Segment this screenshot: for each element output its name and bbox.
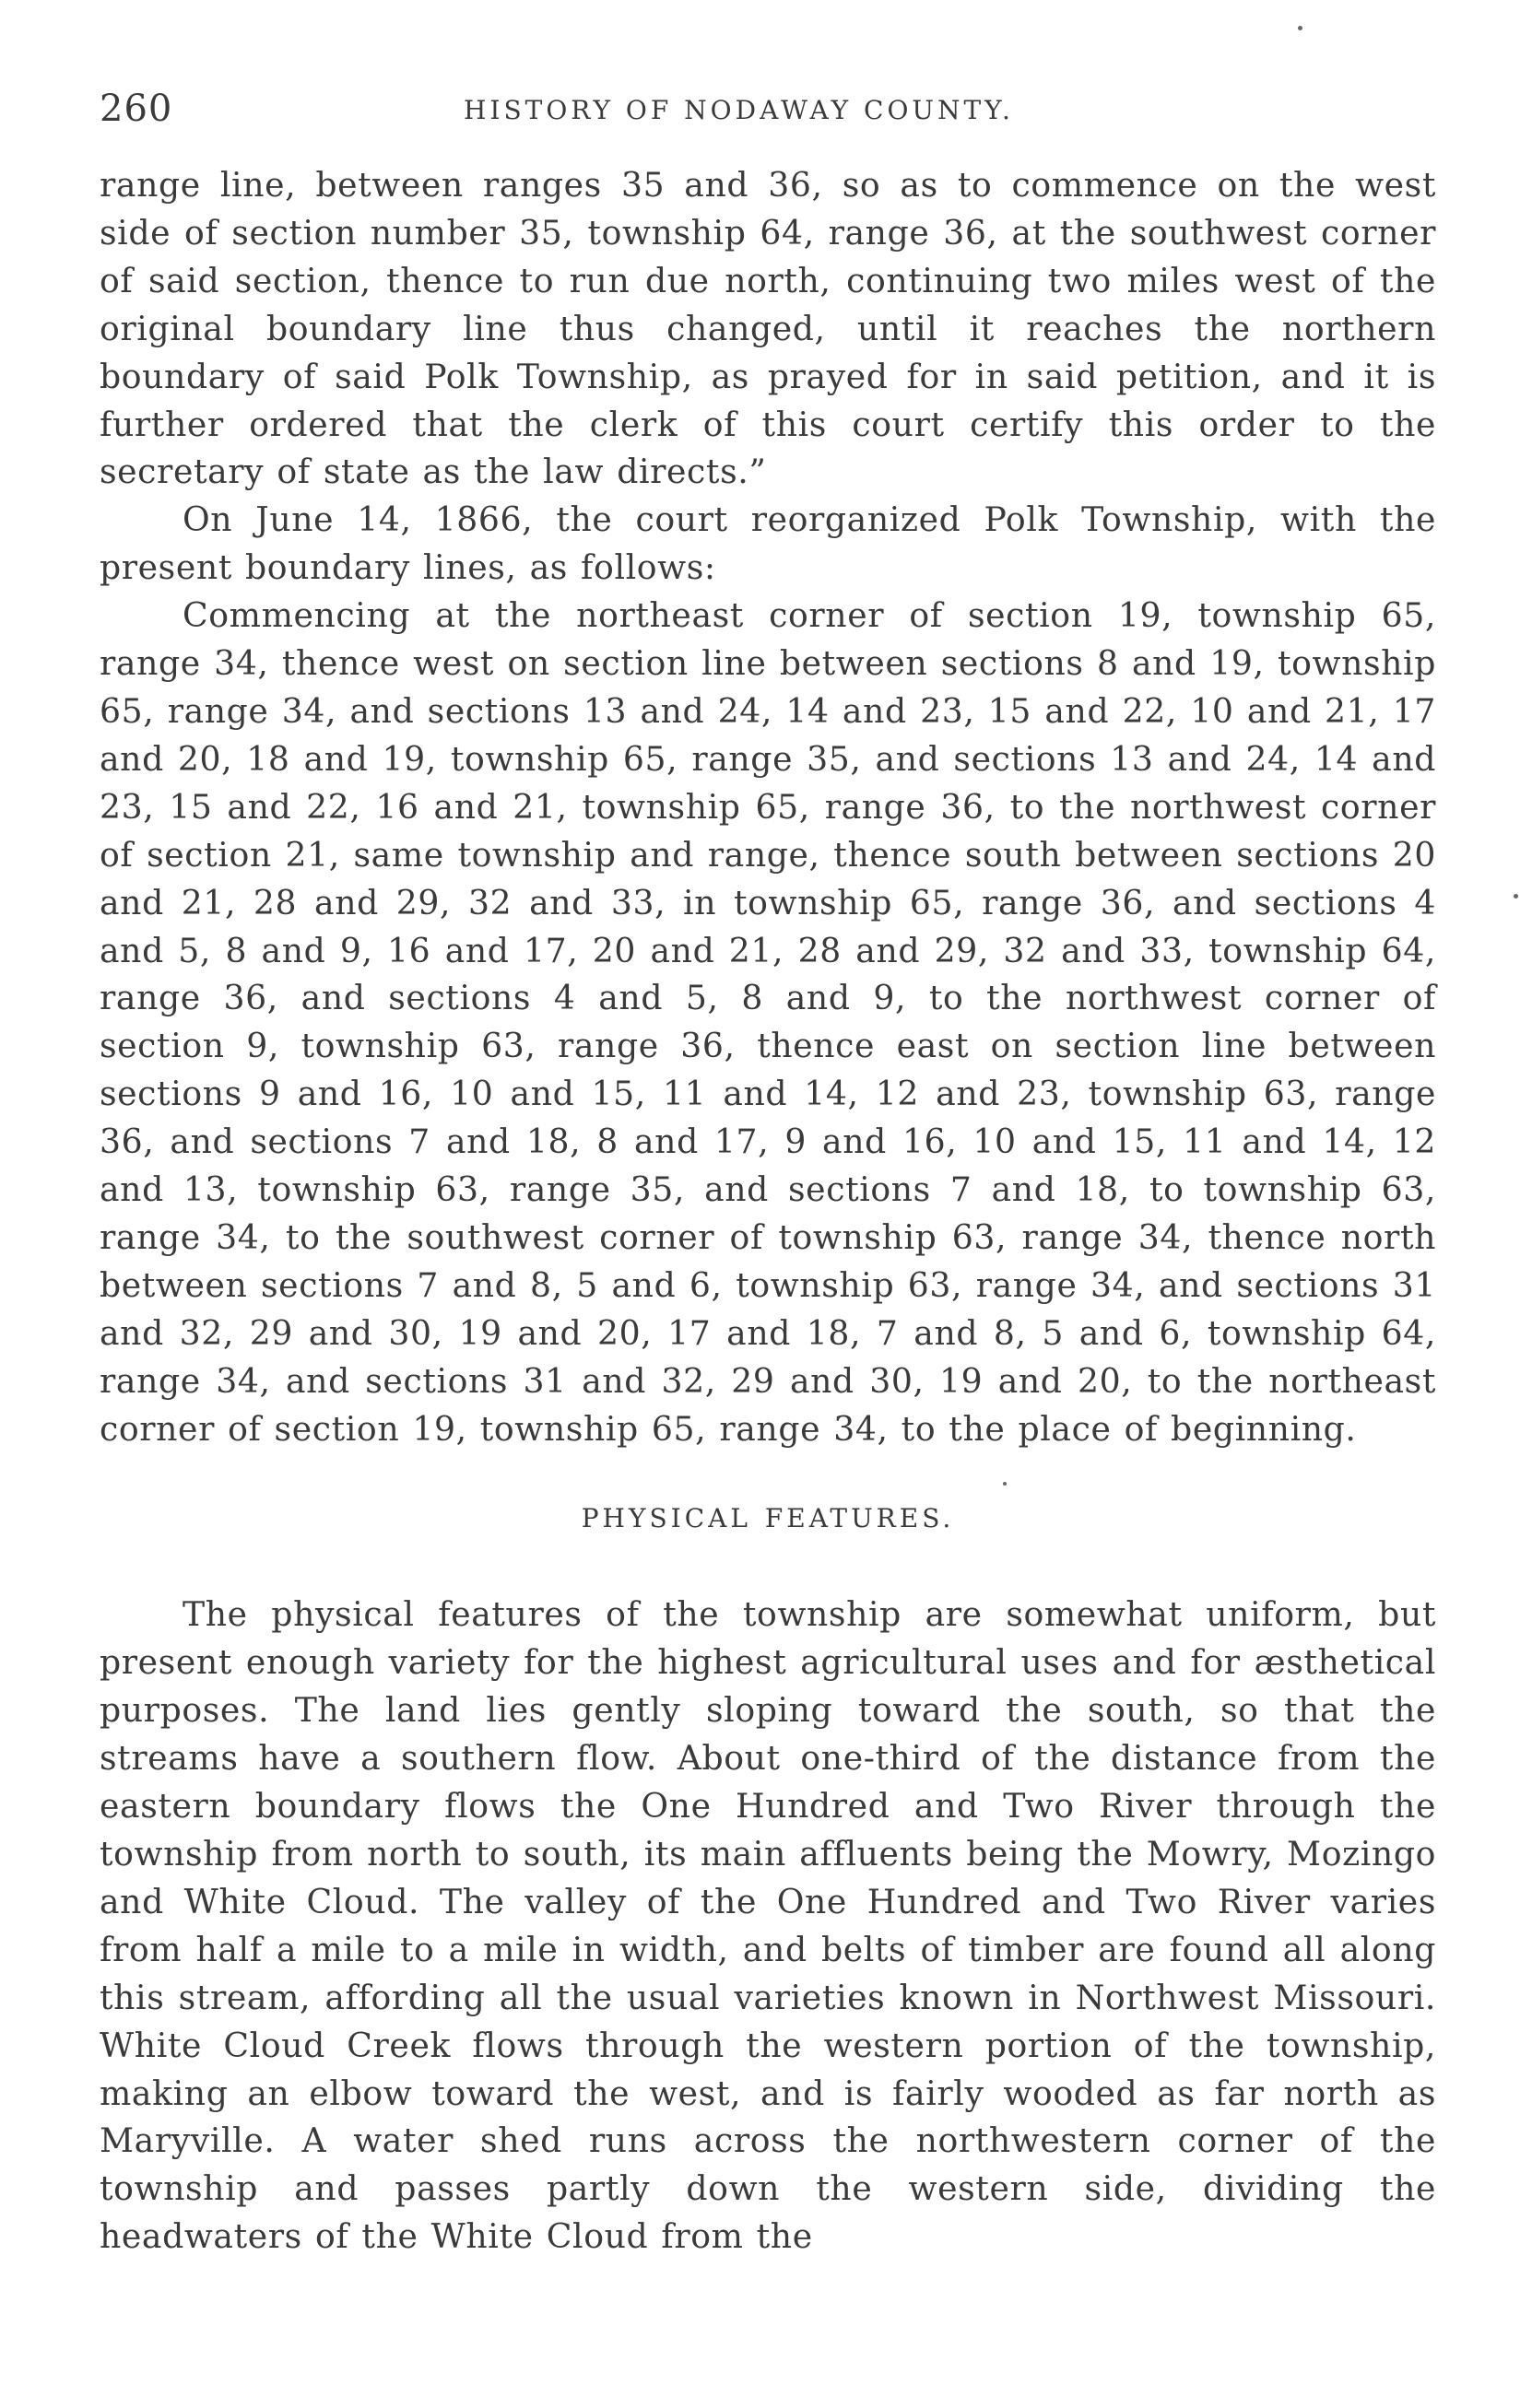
margin-speck-right [1514, 894, 1518, 899]
paragraph-boundary-description: Commencing at the northeast corner of section 19, township 65, range 34, thence west on section line between sections 8 and 19, township 65, range 34, and sections 13 and 24, 14 and 23, 15 and 22, 10 and 21, 17 and 20, 18 and 19, township 65, range 35, and sections 13 and 24, 14 and 23, 15 and 22, 16 and 21, township 65, range 36, to the northwest corner of section 21, same township and range, thence south between sections 20 and 21, 28 and 29, 32 and 33, in township 65, range 36, and sections 4 and 5, 8 and 9, 16 and 17, 20 and 21, 28 and 29, 32 and 33, township 64, range 36, and sections 4 and 5, 8 and 9, to the northwest corner of section 9, township 63, range 36, thence east on section line between sections 9 and 16, 10 and 15, 11 and 14, 12 and 23, township 63, range 36, and sections 7 and 18, 8 and 17, 9 and 16, 10 and 15, 11 and 14, 12 and 13, township 63, range 35, and sections 7 and 18, to township 63, range 34, to the southwest corner of township 63, range 34, thence north between sections 7 and 8, 5 and 6, township 63, range 34, and sections 31 and 32, 29 and 30, 19 and 20, 17 and 18, 7 and 8, 5 and 6, township 64, range 34, and sections 31 and 32, 29 and 30, 19 and 20, to the northeast corner of section 19, township 65, range 34, to the place of beginning. [100, 595, 1436, 1449]
margin-speck-mid [1003, 1482, 1007, 1486]
running-title: HISTORY OF NODAWAY COUNTY. [464, 95, 1014, 125]
paragraph-reorganization: On June 14, 1866, the court reorganized Polk Township, with the present boundary lines, as follows: [100, 499, 1436, 588]
paragraph-physical-features: The physical features of the township are somewhat uniform, but present enough variety for the highest agricultural uses and for æsthetical purposes. The land lies gently sloping toward the south, so that the streams have a southern flow. About one-third of the distance from the eastern boundary flows the One Hundred and Two River through the township from north to south, its main affluents being the Mowry, Mozingo and White Cloud. The valley of the One Hundred and Two River varies from half a mile to a mile in width, and belts of timber are found all along this stream, affording all the usual varieties known in Northwest Missouri. White Cloud Creek flows through the western portion of the township, making an elbow toward the west, and is fairly wooded as far north as Maryville. A water shed runs across the northwestern corner of the township and passes partly down the western side, dividing the headwaters of the White Cloud from the [100, 1594, 1436, 2257]
paragraph-continuation: range line, between ranges 35 and 36, so as to commence on the west side of section number 35, township 64, range 36, at the southwest corner of said section, thence to run due north, continuing two miles west of the original boundary line thus changed, until it reaches the northern boundary of said Polk Township, as prayed for in said petition, and it is further ordered that the clerk of this court certify this order to the secretary of state as the law directs.” [100, 165, 1436, 492]
page-number: 260 [100, 88, 173, 130]
body-text [100, 161, 1436, 2261]
page-header [100, 88, 1427, 134]
section-heading: PHYSICAL FEATURES. [581, 1503, 955, 1534]
margin-speck-top [1298, 26, 1302, 30]
